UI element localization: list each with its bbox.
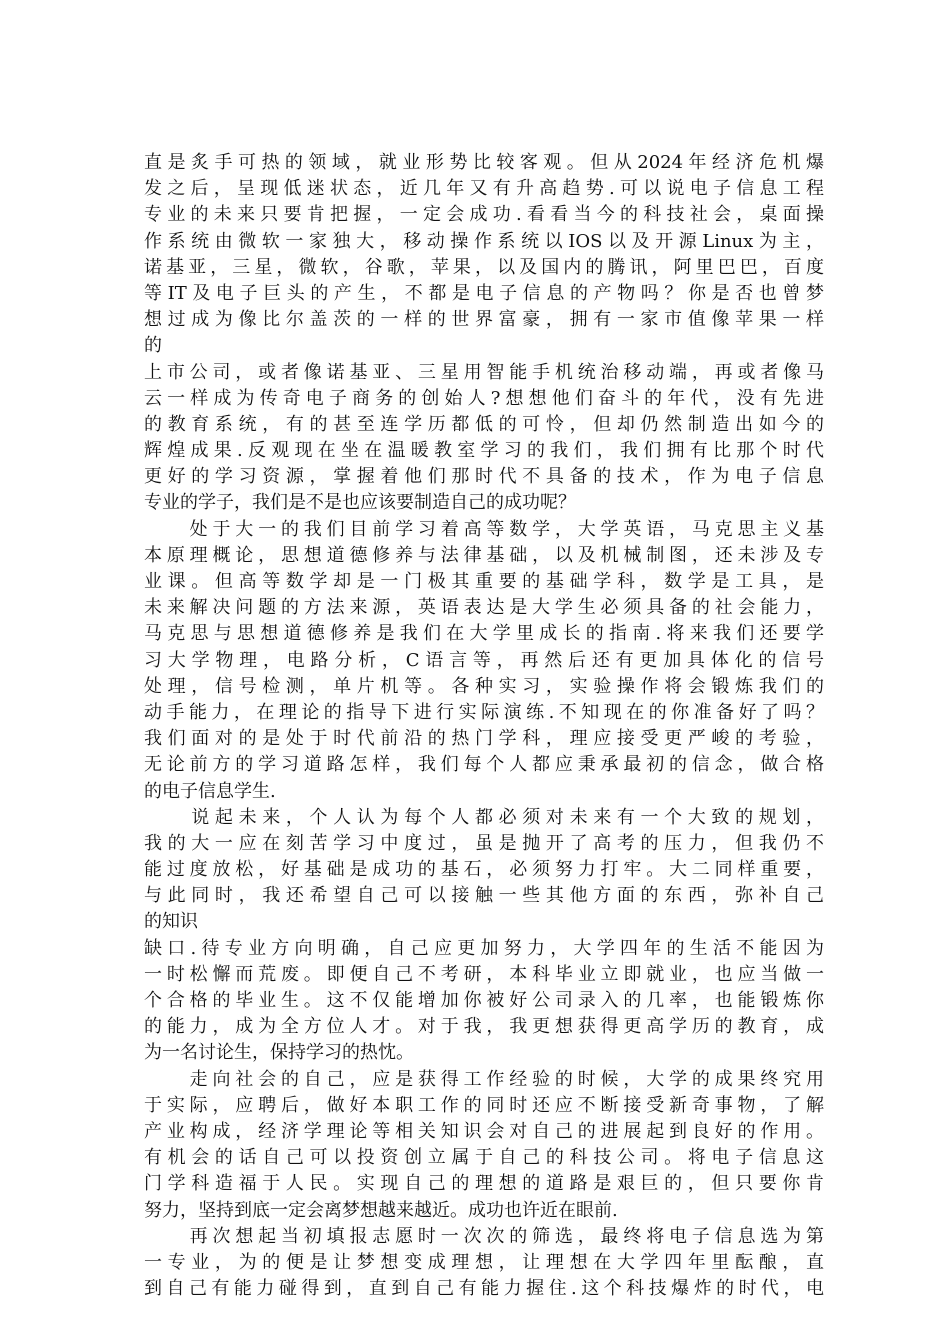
text-line: 的: [144, 335, 162, 357]
text-line: 门学科造福于人民。实现自己的理想的道路是艰巨的，但只要你肯: [144, 1173, 824, 1195]
text-line: 于实际，应聘后，做好本职工作的同时还应不断接受新奇事物，了解: [144, 1094, 824, 1116]
text-line: 我们面对的是处于时代前沿的热门学科，理应接受更严峻的考验，: [144, 728, 824, 750]
text-line: 习大学物理，电路分析，C语言等，再然后还有更加具体化的信号: [144, 649, 824, 671]
text-line: 未来解决问题的方法来源，英语表达是大学生必须具备的社会能力，: [144, 597, 824, 619]
text-line: 为一名讨论生，保持学习的热忱。: [144, 1042, 414, 1064]
text-line: 走向社会的自己，应是获得工作经验的时候，大学的成果终究用: [144, 1068, 824, 1090]
text-line: 个合格的毕业生。这不仅能增加你被好公司录入的几率，也能锻炼你: [144, 990, 824, 1011]
text-line: 一专业，为的便是让梦想变成理想，让理想在大学四年里酝酿，直: [144, 1251, 824, 1273]
text-line: 与此同时，我还希望自己可以接触一些其他方面的东西，弥补自己: [144, 885, 824, 907]
text-line: 的知识: [144, 911, 198, 933]
text-line: 云一样成为传奇电子商务的创始人?想想他们奋斗的年代，没有先进: [144, 387, 824, 409]
text-line: 本原理概论，思想道德修养与法律基础，以及机械制图，还未涉及专: [144, 544, 824, 566]
text-line: 马克思与思想道德修养是我们在大学里成长的指南.将来我们还要学: [144, 623, 824, 645]
text-line: 上市公司，或者像诺基亚、三星用智能手机统治移动端，再或者像马: [144, 361, 824, 383]
text-line: 我的大一应在刻苦学习中度过，虽是抛开了高考的压力，但我仍不: [144, 832, 824, 854]
text-line: 更好的学习资源，掌握着他们那时代不具备的技术，作为电子信息: [144, 466, 824, 488]
text-line: 努力，坚持到底一定会离梦想越来越近。成功也许近在眼前.: [144, 1199, 618, 1221]
text-line: 的能力，成为全方位人才。对于我，我更想获得更高学历的教育，成: [144, 1016, 824, 1038]
text-line: 的电子信息学生.: [144, 780, 276, 802]
text-line: 处理，信号检测，单片机等。各种实习，实验操作将会锻炼我们的: [144, 675, 824, 697]
text-line: 再次想起当初填报志愿时一次次的筛选，最终将电子信息选为第: [144, 1225, 824, 1247]
text-line: 直是炙手可热的领域，就业形势比较客观。但从2024年经济危机爆: [144, 152, 824, 173]
text-line: 想过成为像比尔盖茨的一样的世界富豪，拥有一家市值像苹果一样: [144, 309, 824, 331]
text-line: 动手能力，在理论的指导下进行实际演练.不知现在的你准备好了吗？: [144, 701, 824, 723]
text-line: 业课。但高等数学却是一门极其重要的基础学科，数学是工具，是: [144, 571, 824, 592]
text-line: 辉煌成果.反观现在坐在温暖教室学习的我们，我们拥有比那个时代: [144, 440, 824, 462]
text-line: 专业的学子，我们是不是也应该要制造自己的成功呢？: [144, 492, 576, 514]
text-line: 处于大一的我们目前学习着高等数学，大学英语，马克思主义基: [144, 518, 824, 540]
text-line: 能过度放松，好基础是成功的基石，必须努力打牢。大二同样重要，: [144, 859, 824, 881]
text-line: 一时松懈而荒废。即便自己不考研，本科毕业立即就业，也应当做一: [144, 963, 824, 985]
text-line: 的教育系统，有的甚至连学历都低的可怜，但却仍然制造出如今的: [144, 413, 824, 435]
text-line: 无论前方的学习道路怎样，我们每个人都应秉承最初的信念，做合格: [144, 754, 824, 776]
text-line: 诺基亚，三星，微软，谷歌，苹果，以及国内的腾讯，阿里巴巴，百度: [144, 256, 824, 278]
text-line: 有机会的话自己可以投资创立属于自己的科技公司。将电子信息这: [144, 1147, 824, 1169]
text-line: 说起未来，个人认为每个人都必须对未来有一个大致的规划，: [144, 806, 824, 828]
text-line: 作系统由微软一家独大，移动操作系统以IOS以及开源Linux为主，: [144, 230, 824, 252]
text-line: 缺口.待专业方向明确，自己应更加努力，大学四年的生活不能因为: [144, 937, 824, 959]
text-line: 等IT及电子巨头的产生，不都是电子信息的产物吗？你是否也曾梦: [144, 282, 824, 304]
text-line: 专业的未来只要肯把握，一定会成功.看看当今的科技社会，桌面操: [144, 204, 824, 226]
document-body-text: [144, 150, 824, 1302]
text-line: 到自己有能力碰得到，直到自己有能力握住.这个科技爆炸的时代，电: [144, 1278, 824, 1300]
text-line: 产业构成，经济学理论等相关知识会对自己的进展起到良好的作用。: [144, 1120, 824, 1142]
text-line: 发之后，呈现低迷状态，近几年又有升高趋势.可以说电子信息工程: [144, 178, 824, 200]
